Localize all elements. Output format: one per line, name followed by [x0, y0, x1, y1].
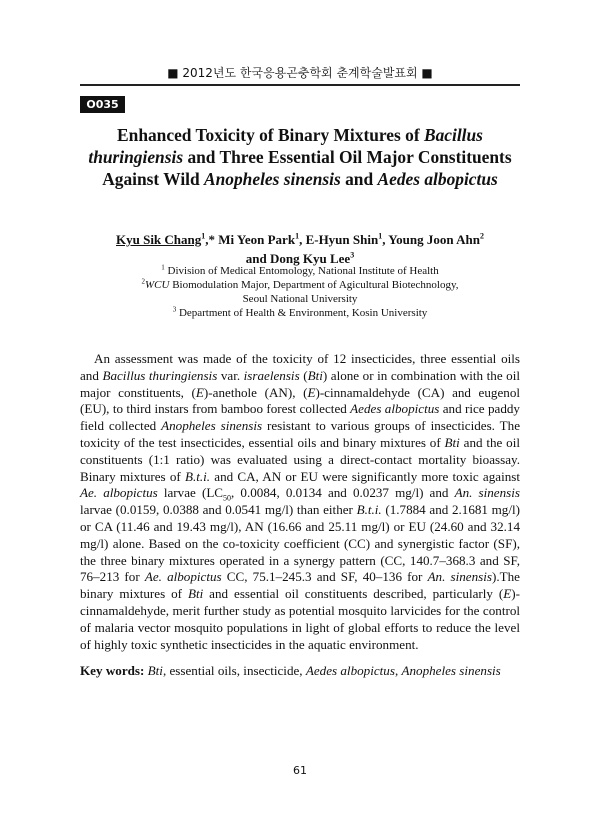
affiliation-2-cont: Seoul National University — [242, 293, 358, 305]
header-rule — [80, 84, 520, 86]
author-list — [80, 230, 520, 268]
author-line-2: and Dong Kyu Lee$^3$ — [245, 250, 355, 266]
affiliation-2: $^2$WCU Biomodulation Major, Department of Agicultural Biotechnology, — [141, 277, 459, 291]
keywords-label: Key words: — [80, 663, 145, 678]
corresponding-author: Kyu Sik Chang — [116, 232, 202, 247]
abstract-body: An assessment was made of the toxicity of 12 insecticides, three essential oils and Bacillus thuringiensis var. israelensis (Bti) alone or in combination with the oil major constituents, (E)-anethole (AN), (E)-cinnamaldehyde (CA) and eugenol (EU), to third instars from bamboo forest collected Aedes albopictus and rice paddy field collected Anopheles sinensis resistant to various groups of insecticides. The toxicity of the test insecticides, essential oils and binary mixtures of Bti and the oil constituents (1:1 ratio) was evaluated using a direct-contact mortality bioassay. Binary mixtures of B.t.i. and CA, AN or EU were significantly more toxic against Ae. albopictus larvae ($LC_{50}$, 0.0084, 0.0134 and 0.0237 mg/l) and An. sinensis larvae (0.0159, 0.0388 and 0.0541 mg/l) than either B.t.i. (1.7884 and 2.1681 mg/l) or CA (11.46 and 19.43 mg/l), AN (16.66 and 25.11 mg/l) or EU (24.60 and 32.14 mg/l) alone. Based on the co-toxicity coefficient (CC) and synergistic factor (SF), the three binary mixtures operated in a synergy pattern (CC, 140.7–368.3 and SF, 76–213 for Ae. albopictus CC, 75.1–245.3 and SF, 40–136 for An. sinensis).The binary mixtures of Bti and essential oil constituents described, particularly (E)-cinnamaldehyde, merit further study as potential mosquito larvicides for the control of malaria vector mosquito populations in light of global efforts to reduce the level of highly toxic synthetic insecticides in the aquatic environment. — [80, 351, 521, 652]
author-line-1: Kyu Sik Chang$^1$,* Mi Yeon Park$^1$, E-Hyun Shin$^1$, Young Joon Ahn$^2$ — [116, 231, 484, 247]
page-number: 61 — [293, 764, 307, 777]
affiliation-1: $^1$ Division of Medical Entomology, National Institute of Health — [161, 263, 439, 277]
conference-header: ■ 2012년도 한국응용곤충학회 춘계학술발표회 ■ — [167, 66, 433, 80]
affiliation-3: $^3$ Department of Health & Environment, Kosin University — [172, 305, 428, 319]
affiliation-list — [80, 264, 520, 320]
paper-title: Enhanced Toxicity of Binary Mixtures of Bacillus thuringiensis and Three Essential Oil Major Constituents Against Wild Anopheles sinensis and Aedes albopictus — [88, 125, 512, 189]
paper-code-badge: O035 — [80, 96, 125, 113]
keywords-line: Key words: Bti, essential oils, insecticide, Aedes albopictus, Anopheles sinensis — [80, 663, 501, 678]
